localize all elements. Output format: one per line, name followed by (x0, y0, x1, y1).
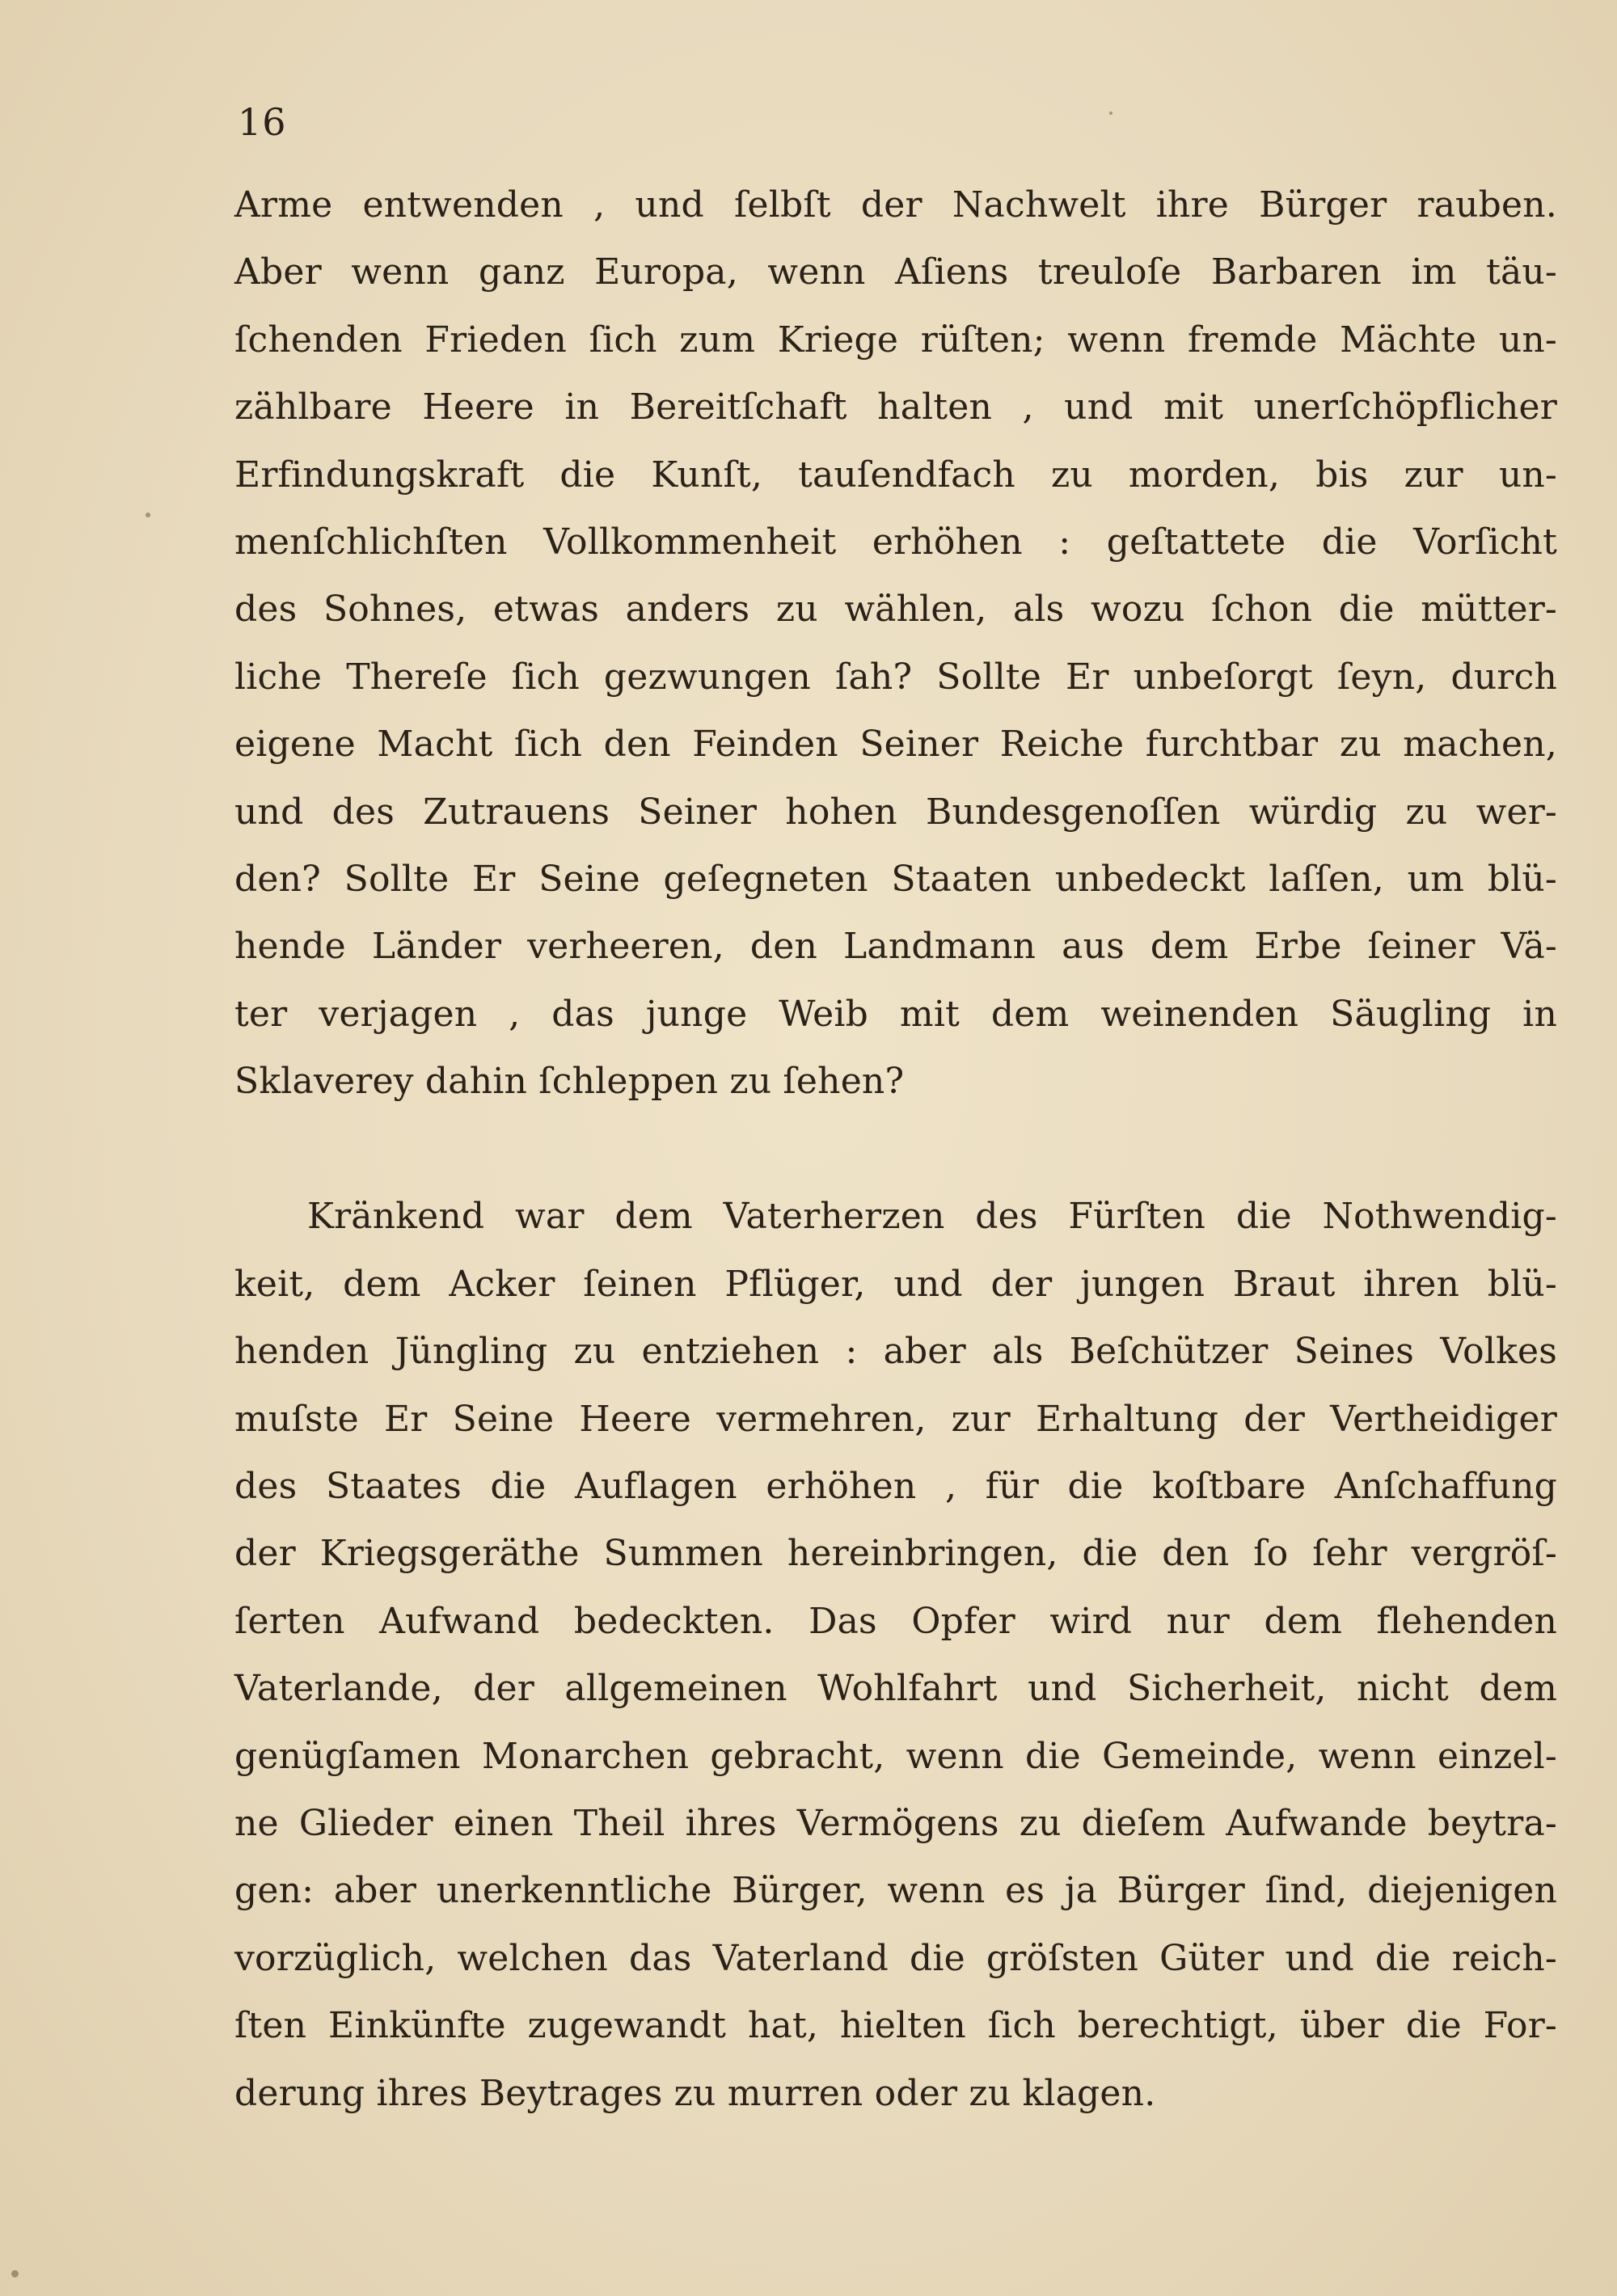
text-line: Erfindungskraft die Kunſt, tauſendfach zu morden, bis zur un- (234, 454, 1557, 496)
text-line: hende Länder verheeren, den Landmann aus dem Erbe ſeiner Vä- (234, 926, 1557, 968)
text-line: Kränkend war dem Vaterherzen des Fürſten die Nothwendig- (307, 1196, 1557, 1238)
text-line: Arme entwenden , und ſelbſt der Nachwelt ihre Bürger rauben. (234, 184, 1557, 226)
paragraph-2 (234, 1183, 1557, 2126)
text-line: keit, dem Acker ſeinen Pflüger, und der jungen Braut ihren blü- (234, 1263, 1557, 1305)
text-line: henden Jüngling zu entziehen : aber als Beſchützer Seines Volkes (234, 1331, 1557, 1373)
paragraph-1 (234, 171, 1557, 1115)
text-line: gen: aber unerkenntliche Bürger, wenn es ja Bürger ſind, diejenigen (234, 1870, 1557, 1912)
text-line: vorzüglich, welchen das Vaterland die gröſsten Güter und die reich- (234, 1937, 1557, 1979)
text-line: und des Zutrauens Seiner hohen Bundesgenoſſen würdig zu wer- (234, 791, 1557, 833)
text-line: des Staates die Auflagen erhöhen , für die koſtbare Anſchaffung (234, 1466, 1557, 1508)
paper-speck (1109, 112, 1112, 115)
text-line: derung ihres Beytrages zu murren oder zu klagen. (234, 2072, 1156, 2114)
page-number: 16 (238, 100, 287, 144)
text-line: den? Sollte Er Seine geſegneten Staaten unbedeckt laſſen, um blü- (234, 858, 1557, 900)
text-line: der Kriegsgeräthe Summen hereinbringen, die den ſo ſehr vergröſ- (234, 1533, 1557, 1575)
text-line: ne Glieder einen Theil ihres Vermögens zu dieſem Aufwande beytra- (234, 1802, 1557, 1844)
text-line: muſste Er Seine Heere vermehren, zur Erhaltung der Vertheidiger (234, 1398, 1557, 1440)
body-text (234, 171, 1557, 2127)
text-line: ſerten Aufwand bedeckten. Das Opfer wird nur dem flehenden (234, 1600, 1557, 1642)
text-line: zählbare Heere in Bereitſchaft halten , und mit unerſchöpflicher (234, 386, 1557, 428)
paper-speck (11, 2270, 19, 2277)
text-line: Vaterlande, der allgemeinen Wohlfahrt und Sicherheit, nicht dem (234, 1668, 1557, 1710)
text-line: eigene Macht ſich den Feinden Seiner Reiche furchtbar zu machen, (234, 724, 1557, 766)
text-line: ter verjagen , das junge Weib mit dem weinenden Säugling in (234, 993, 1557, 1035)
text-line: menſchlichſten Vollkommenheit erhöhen : geſtattete die Vorſicht (234, 521, 1557, 563)
text-line: des Sohnes, etwas anders zu wählen, als wozu ſchon die mütter- (234, 589, 1557, 631)
text-line: Sklaverey dahin ſchleppen zu ſehen? (234, 1061, 905, 1103)
text-line: Aber wenn ganz Europa, wenn Aſiens treuloſe Barbaren im täu- (234, 251, 1557, 293)
text-line: genügſamen Monarchen gebracht, wenn die Gemeinde, wenn einzel- (234, 1735, 1557, 1777)
paper-speck (146, 513, 150, 517)
text-line: liche Thereſe ſich gezwungen ſah? Sollte Er unbeſorgt ſeyn, durch (234, 656, 1557, 698)
text-line: ſten Einkünfte zugewandt hat, hielten ſich berechtigt, über die For- (234, 2005, 1557, 2047)
text-line: ſchenden Frieden ſich zum Kriege rüſten; wenn fremde Mächte un- (234, 319, 1557, 361)
